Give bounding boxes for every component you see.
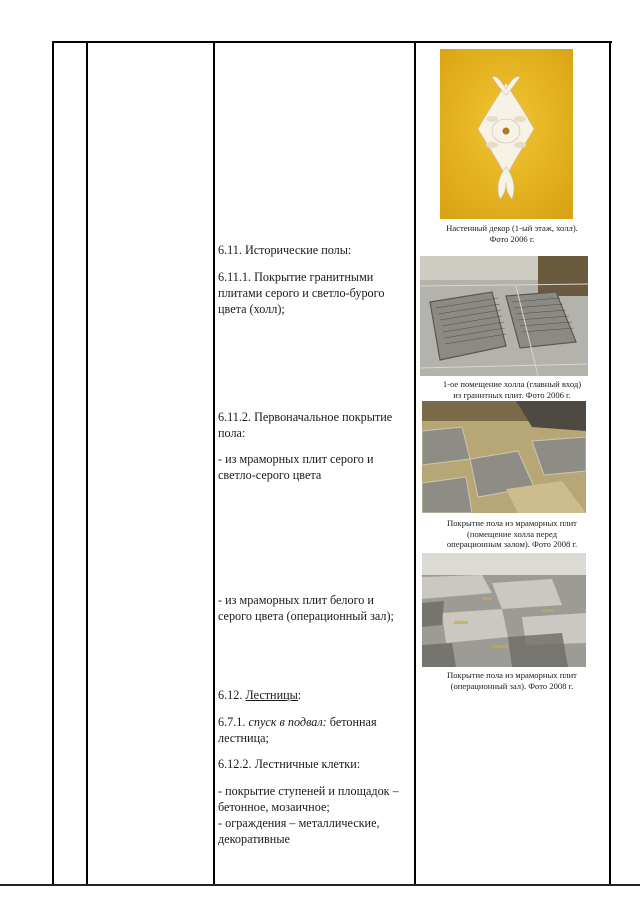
table-col-border-3	[213, 41, 215, 884]
section-6-12-2-items	[218, 783, 399, 847]
text-line: 6.11.1. Покрытие гранитными	[218, 270, 374, 284]
wall-decor-caption	[416, 223, 608, 244]
section-6-11-2-item-b	[218, 592, 394, 624]
text-line: бетонное, мозаичное;	[218, 800, 330, 814]
table-top-border	[52, 41, 612, 43]
caption-line: (операционный зал). Фото 2008 г.	[450, 680, 574, 691]
section-6-11-1	[218, 269, 384, 317]
colon: :	[297, 688, 302, 702]
text-line: - покрытие ступеней и площадок –	[218, 784, 399, 798]
section-title: Лестницы	[245, 688, 298, 702]
text-line: пола:	[218, 426, 246, 440]
emphasis: спуск в подвал:	[248, 715, 327, 729]
granite-floor-photo	[420, 256, 588, 376]
caption-line: Фото 2006 г.	[489, 233, 535, 244]
caption-line: 1-ое помещение холла (главный вход)	[442, 379, 582, 389]
text-line: цвета (холл);	[218, 302, 285, 316]
text-line: светло-серого цвета	[218, 468, 322, 482]
text-fragment: бетонная	[326, 715, 377, 729]
section-number: 6.12.	[218, 688, 246, 702]
section-6-7-1	[218, 714, 377, 746]
section-number: 6.7.1.	[218, 715, 249, 729]
caption-line: Покрытие пола из мраморных плит	[447, 670, 577, 680]
section-6-11-heading: 6.11. Исторические полы:	[218, 243, 352, 257]
text-line: декоративные	[218, 832, 290, 846]
text-line: 6.11.2. Первоначальное покрытие	[218, 410, 393, 424]
caption-line: из гранитных плит. Фото 2006 г.	[453, 389, 571, 400]
text-line	[218, 714, 377, 730]
marble-floor-opzal-caption	[416, 670, 608, 691]
text-line: - ограждения – металлические,	[218, 816, 380, 830]
table-col-border-2	[86, 41, 88, 884]
text-line: - из мраморных плит серого и	[218, 452, 374, 466]
marble-floor-hall-photo	[422, 401, 586, 513]
text-line: серого цвета (операционный зал);	[218, 609, 394, 623]
section-6-12-heading	[218, 687, 301, 703]
wall-decor-photo	[440, 49, 573, 219]
text-line: плитами серого и светло-бурого	[218, 286, 385, 300]
section-6-11-2-item-a	[218, 451, 373, 483]
text-line: лестница;	[218, 731, 269, 745]
caption-line: Покрытие пола из мраморных плит	[447, 518, 577, 528]
caption-line: (помещение холла перед	[467, 528, 557, 539]
granite-floor-caption	[416, 379, 608, 400]
caption-line: Настенный декор (1-ый этаж, холл).	[446, 223, 578, 233]
table-col-border-5	[609, 41, 611, 884]
page-bottom-edge	[0, 884, 640, 886]
section-6-12-2-heading: 6.12.2. Лестничные клетки:	[218, 757, 361, 771]
table-col-border-4	[414, 41, 416, 884]
marble-floor-opzal-photo	[422, 553, 586, 667]
caption-line: операционным залом). Фото 2008 г.	[446, 539, 578, 549]
text-line: - из мраморных плит белого и	[218, 593, 374, 607]
table-col-border-1	[52, 41, 54, 884]
marble-floor-hall-caption	[416, 518, 608, 550]
section-6-11-2	[218, 409, 392, 441]
